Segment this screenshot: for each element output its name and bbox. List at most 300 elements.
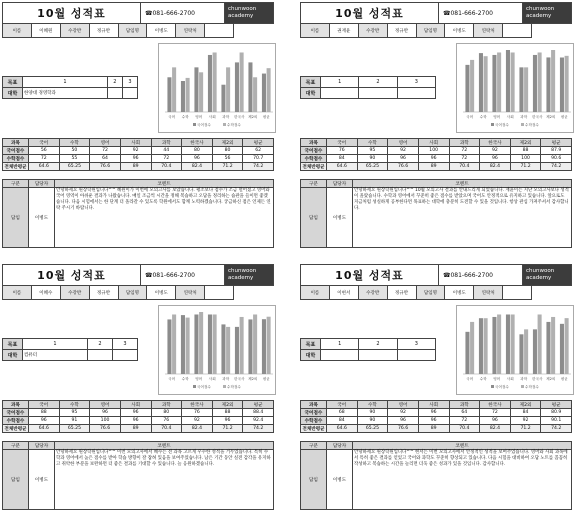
score-cell: 62 xyxy=(243,147,274,155)
univ-label: 대학 xyxy=(3,350,23,361)
brand-logo: chunwoon academy xyxy=(523,265,571,285)
chart-bar xyxy=(267,68,271,112)
chart-bar xyxy=(546,57,550,112)
goal-table xyxy=(2,76,138,99)
score-cell: 65.25 xyxy=(357,425,388,433)
x-tick-label: 평균 xyxy=(262,377,270,381)
info-cell: 수강반 xyxy=(61,286,90,299)
info-cell: 정규반 xyxy=(90,24,119,37)
score-chart xyxy=(158,305,276,395)
score-cell: 80 xyxy=(212,147,243,155)
student-info-row xyxy=(2,286,234,300)
chart-bar xyxy=(167,77,171,112)
info-cell xyxy=(503,24,531,37)
report-title: 10월 성적표 xyxy=(3,3,141,23)
chart-bar xyxy=(194,67,198,112)
score-cell: 72 xyxy=(480,409,511,417)
chart-bar xyxy=(181,315,185,374)
chart-bar xyxy=(181,81,185,112)
legend-label: 국어점수 xyxy=(197,123,211,127)
goal-choice xyxy=(359,350,397,361)
x-tick-label: 국어 xyxy=(168,115,176,119)
goal-rank: 3 xyxy=(112,339,137,350)
goal-rank: 1 xyxy=(23,339,88,350)
chart-bar xyxy=(538,314,542,374)
info-cell: 연락처 xyxy=(176,286,205,299)
goal-choice xyxy=(321,350,359,361)
chart-bar xyxy=(221,85,225,112)
legend-swatch xyxy=(223,385,226,388)
score-cell: 76.6 xyxy=(90,163,121,171)
score-cell: 56 xyxy=(212,155,243,163)
comment-teacher: 이병도 xyxy=(29,450,55,510)
chart-bar xyxy=(560,324,564,374)
chart-bar xyxy=(240,317,244,374)
score-cell: 74.2 xyxy=(541,425,572,433)
subject-header: 한국사 xyxy=(480,139,511,147)
score-row-label: 전체반평균 xyxy=(4,426,27,432)
chart-bar xyxy=(533,329,537,374)
univ-label: 대학 xyxy=(301,88,321,99)
chart-bar xyxy=(506,50,510,112)
subject-header: 평균 xyxy=(541,139,572,147)
legend-label: 수학점수 xyxy=(227,385,241,389)
info-cell: 이병도 xyxy=(147,286,176,299)
score-cell: 96 xyxy=(120,155,151,163)
score-cell: 76 xyxy=(327,147,358,155)
score-chart-svg xyxy=(159,306,277,396)
report-title: 10월 성적표 xyxy=(301,3,439,23)
goal-choice: 한양대 경영학과 xyxy=(23,88,108,99)
subject-header: 과학 xyxy=(449,139,480,147)
subject-header: 평균 xyxy=(541,401,572,409)
subject-header: 국어 xyxy=(327,401,358,409)
goal-choice xyxy=(112,350,137,361)
goal-label: 목표 xyxy=(3,77,23,88)
comment-col-type: 구분 xyxy=(301,180,327,188)
info-cell: 담임명 xyxy=(119,24,148,37)
subject-header: 과학 xyxy=(449,401,480,409)
score-cell: 82.4 xyxy=(182,163,213,171)
score-cell: 96 xyxy=(388,155,419,163)
score-table xyxy=(300,138,572,171)
chart-bar xyxy=(538,52,542,112)
score-cell: 64 xyxy=(90,155,121,163)
comment-text: 안녕하세요 원장학원입니다^^ 10월 모의고사 결과를 안내드리게 되었습니다. 재윤이는 지난 모의고사보다 성적이 올랐습니다. 수학과 영어에서 꾸준히 좋은 점수를 받았으며 국어도 안정적으로 유지하고 있습니다. 앞으로도 지금처럼 성실하게 공부한다면 목표하는 대학에 충분히 도전할 수 있을 것입니다. 항상 관심 가져주셔서 감사합니다. xyxy=(353,188,572,248)
chart-bar xyxy=(208,55,212,112)
subject-header: 제2외 xyxy=(212,139,243,147)
score-cell: 72 xyxy=(90,147,121,155)
score-cell: 90 xyxy=(357,155,388,163)
score-cell: 96 xyxy=(120,417,151,425)
score-cell: 68 xyxy=(327,409,358,417)
x-tick-label: 제2외 xyxy=(248,377,258,381)
chart-bar xyxy=(465,65,469,112)
report-card xyxy=(2,2,274,252)
chart-bar xyxy=(167,319,171,374)
score-cell: 64.6 xyxy=(327,425,358,433)
phone-number: ☎081-666-2700 xyxy=(439,265,523,285)
score-cell: 90.6 xyxy=(541,155,572,163)
comment-col-type: 구분 xyxy=(3,442,29,450)
comment-col-teacher: 담당자 xyxy=(327,180,353,188)
score-cell: 96 xyxy=(90,409,121,417)
subject-header: 제2외 xyxy=(510,401,541,409)
score-cell: 76 xyxy=(182,409,213,417)
x-tick-label: 사회 xyxy=(506,115,514,119)
goal-table xyxy=(300,76,436,99)
score-cell: 72 xyxy=(29,155,60,163)
chart-bar xyxy=(524,329,528,374)
score-cell: 82.4 xyxy=(480,163,511,171)
subject-header: 영어 xyxy=(388,139,419,147)
score-chart-svg xyxy=(457,306,574,396)
univ-label: 대학 xyxy=(3,88,23,99)
subject-header: 과목 xyxy=(301,401,327,409)
subject-header: 국어 xyxy=(327,139,358,147)
comment-text: 안녕하세요 원장학원입니다^^ 이번 모의고사에서 혜수는 전 과목 고르게 우수한 성적을 거두었습니다. 특히 수학과 영어에서 높은 점수를 받아 학습 방향이 잘 잡혀 있음을 보여주었습니다. 남은 기간 동안 실전 감각을 유지하고 취약한 부분을 보완하면 더 좋은 결과를 기대할 수 있습니다. 늘 응원하겠습니다. xyxy=(55,450,274,510)
chart-bar xyxy=(479,53,483,112)
comment-teacher: 이병도 xyxy=(29,188,55,248)
score-cell: 92 xyxy=(120,147,151,155)
chart-bar xyxy=(484,318,488,374)
chart-bar xyxy=(470,322,474,374)
subject-header: 사회 xyxy=(418,401,449,409)
score-cell: 71.2 xyxy=(510,163,541,171)
chart-bar xyxy=(267,317,271,374)
score-cell: 90 xyxy=(357,417,388,425)
comment-col-type: 구분 xyxy=(3,180,29,188)
subject-header: 영어 xyxy=(90,401,121,409)
subject-header: 국어 xyxy=(29,401,60,409)
score-row-label: 국어점수 xyxy=(301,409,327,417)
info-cell: 권재윤 xyxy=(330,24,359,37)
chart-bar xyxy=(565,318,569,374)
score-cell: 70.4 xyxy=(449,163,480,171)
student-info-row xyxy=(300,24,532,38)
score-cell: 96 xyxy=(182,155,213,163)
comment-subject: 담임 xyxy=(301,188,327,248)
score-cell: 96 xyxy=(418,417,449,425)
info-cell: 정규반 xyxy=(388,24,417,37)
score-cell: 90.1 xyxy=(541,417,572,425)
goal-label: 목표 xyxy=(3,339,23,350)
score-cell: 84 xyxy=(327,417,358,425)
brand-logo: chunwoon academy xyxy=(523,3,571,23)
x-tick-label: 국어 xyxy=(466,115,474,119)
chart-bar xyxy=(186,318,190,374)
score-cell: 65.25 xyxy=(357,163,388,171)
comment-col-text: 코멘트 xyxy=(353,180,572,188)
goal-choice: 컴퓨터 xyxy=(23,350,88,361)
x-tick-label: 한국사 xyxy=(234,115,245,119)
x-tick-label: 제2외 xyxy=(248,115,258,119)
score-cell: 96 xyxy=(212,417,243,425)
chart-bar xyxy=(551,50,555,112)
score-cell: 100 xyxy=(510,155,541,163)
score-cell: 92 xyxy=(388,147,419,155)
student-info-row xyxy=(300,286,532,300)
chart-bar xyxy=(479,318,483,374)
x-tick-label: 수학 xyxy=(479,377,487,381)
chart-bar xyxy=(492,317,496,374)
subject-header: 수학 xyxy=(59,139,90,147)
score-cell: 88 xyxy=(212,409,243,417)
legend-label: 국어점수 xyxy=(495,385,509,389)
subject-header: 영어 xyxy=(90,139,121,147)
score-row-label: 수학점수 xyxy=(3,155,29,163)
subject-header: 사회 xyxy=(120,139,151,147)
info-cell: 담임명 xyxy=(417,24,446,37)
goal-rank: 2 xyxy=(359,77,397,88)
score-cell: 70.4 xyxy=(151,425,182,433)
comment-col-text: 코멘트 xyxy=(353,442,572,450)
subject-header: 사회 xyxy=(418,139,449,147)
chart-bar xyxy=(497,52,501,112)
info-cell: 이병도 xyxy=(445,286,474,299)
goal-choice xyxy=(397,88,435,99)
score-chart xyxy=(456,305,574,395)
score-cell: 76.6 xyxy=(388,163,419,171)
subject-header: 한국사 xyxy=(182,401,213,409)
univ-label: 대학 xyxy=(301,350,321,361)
subject-header: 한국사 xyxy=(182,139,213,147)
info-cell: 이름 xyxy=(3,24,32,37)
comment-subject: 담임 xyxy=(3,188,29,248)
score-cell: 65.25 xyxy=(59,425,90,433)
comment-text: 안녕하세요 원장학원입니다^^ 혜원이가 이번에 모의고사를 보았습니다. 평소보다 점수가 조금 떨어졌고 영어와 국어 영역이 아쉬운 결과가 나왔습니다. 매일 조금씩 시간을 정해 복습하고 오답을 정리하는 습관을 들이면 좋겠습니다. 다음 시험에서는 한 단계 더 올라갈 수 있도록 학원에서도 함께 노력하겠습니다. 궁금하신 점은 언제든 연락 주시기 바랍니다. xyxy=(55,188,274,248)
score-cell: 100 xyxy=(90,417,121,425)
report-title: 10월 성적표 xyxy=(301,265,439,285)
info-cell: 이름 xyxy=(3,286,32,299)
legend-swatch xyxy=(491,123,494,126)
goal-rank: 1 xyxy=(321,339,359,350)
comment-col-teacher: 담당자 xyxy=(29,180,55,188)
goal-label: 목표 xyxy=(301,77,321,88)
goal-choice xyxy=(87,350,112,361)
score-cell: 88.4 xyxy=(243,409,274,417)
chart-bar xyxy=(240,52,244,112)
info-cell: 연락처 xyxy=(176,24,205,37)
score-cell: 96 xyxy=(418,409,449,417)
info-cell: 이혜수 xyxy=(32,286,61,299)
chart-bar xyxy=(213,52,217,112)
chart-bar xyxy=(194,314,198,374)
subject-header: 평균 xyxy=(243,139,274,147)
score-row-label: 국어점수 xyxy=(3,147,29,155)
goal-choice xyxy=(321,88,359,99)
x-tick-label: 국어 xyxy=(466,377,474,381)
subject-header: 사회 xyxy=(120,401,151,409)
subject-header: 제2외 xyxy=(510,139,541,147)
x-tick-label: 과학 xyxy=(520,115,528,119)
x-tick-label: 과학 xyxy=(222,115,230,119)
x-tick-label: 영어 xyxy=(493,377,501,381)
score-chart-svg xyxy=(159,44,277,134)
info-cell: 이혜원 xyxy=(32,24,61,37)
comment-teacher: 이병도 xyxy=(327,188,353,248)
score-cell: 95 xyxy=(59,409,90,417)
goal-rank: 2 xyxy=(107,77,122,88)
chart-bar xyxy=(519,67,523,112)
chart-bar xyxy=(213,314,217,374)
score-cell: 89 xyxy=(418,425,449,433)
x-tick-label: 수학 xyxy=(181,377,189,381)
card-header xyxy=(2,264,274,286)
subject-header: 수학 xyxy=(59,401,90,409)
legend-label: 국어점수 xyxy=(197,385,211,389)
chart-bar xyxy=(199,72,203,112)
score-row-label: 전체반평균 xyxy=(302,426,325,432)
comment-table xyxy=(300,441,572,510)
score-cell: 82.4 xyxy=(480,425,511,433)
score-cell: 71.2 xyxy=(510,425,541,433)
score-cell: 70.4 xyxy=(151,163,182,171)
x-tick-label: 한국사 xyxy=(532,115,543,119)
x-tick-label: 과학 xyxy=(520,377,528,381)
score-cell: 72 xyxy=(449,155,480,163)
score-cell: 80 xyxy=(151,409,182,417)
score-cell: 87.9 xyxy=(541,147,572,155)
goal-table xyxy=(300,338,436,361)
score-cell: 64.6 xyxy=(29,163,60,171)
legend-swatch xyxy=(491,385,494,388)
score-cell: 96 xyxy=(29,417,60,425)
chart-bar xyxy=(560,58,564,112)
comment-col-text: 코멘트 xyxy=(55,180,274,188)
score-cell: 72 xyxy=(449,147,480,155)
goal-rank: 1 xyxy=(321,77,359,88)
subject-header: 과목 xyxy=(3,139,29,147)
score-cell: 76.6 xyxy=(90,425,121,433)
comment-table xyxy=(2,179,274,248)
score-cell: 70.4 xyxy=(449,425,480,433)
goal-choice xyxy=(397,350,435,361)
score-cell: 65.25 xyxy=(59,163,90,171)
score-row-label: 전체반평균 xyxy=(4,164,27,170)
info-cell: 담임명 xyxy=(119,286,148,299)
score-cell: 89 xyxy=(418,163,449,171)
x-tick-label: 수학 xyxy=(479,115,487,119)
chart-bar xyxy=(524,67,528,112)
info-cell xyxy=(205,286,233,299)
info-cell: 연락처 xyxy=(474,286,503,299)
chart-bar xyxy=(172,314,176,374)
chart-bar xyxy=(511,52,515,112)
legend-swatch xyxy=(193,123,196,126)
subject-header: 제2외 xyxy=(212,401,243,409)
info-cell xyxy=(503,286,531,299)
score-cell: 89 xyxy=(120,163,151,171)
score-chart xyxy=(158,43,276,133)
score-cell: 84 xyxy=(510,409,541,417)
score-cell: 72 xyxy=(449,417,480,425)
score-cell: 80.9 xyxy=(541,409,572,417)
info-cell: 이병도 xyxy=(147,24,176,37)
legend-swatch xyxy=(521,123,524,126)
x-tick-label: 평균 xyxy=(262,115,270,119)
goal-choice xyxy=(122,88,137,99)
chart-bar xyxy=(465,332,469,374)
goal-rank: 1 xyxy=(23,77,108,88)
card-header xyxy=(300,2,572,24)
comment-table xyxy=(2,441,274,510)
legend-swatch xyxy=(521,385,524,388)
goal-rank: 3 xyxy=(122,77,137,88)
score-table xyxy=(2,400,274,433)
subject-header: 한국사 xyxy=(480,401,511,409)
chart-bar xyxy=(511,314,515,374)
chart-bar xyxy=(253,314,257,374)
card-header xyxy=(300,264,572,286)
info-cell: 연락처 xyxy=(474,24,503,37)
x-tick-label: 사회 xyxy=(208,115,216,119)
x-tick-label: 영어 xyxy=(195,115,203,119)
score-cell: 91 xyxy=(59,417,90,425)
score-cell: 80 xyxy=(182,147,213,155)
x-tick-label: 제2외 xyxy=(546,377,556,381)
score-cell: 88 xyxy=(510,147,541,155)
score-cell: 96 xyxy=(480,155,511,163)
phone-number: ☎081-666-2700 xyxy=(439,3,523,23)
chart-bar xyxy=(235,62,239,112)
comment-col-teacher: 담당자 xyxy=(29,442,55,450)
chart-bar xyxy=(262,74,266,112)
score-cell: 64.6 xyxy=(29,425,60,433)
x-tick-label: 사회 xyxy=(506,377,514,381)
score-cell: 95 xyxy=(357,147,388,155)
chart-bar xyxy=(248,62,252,112)
chart-bar xyxy=(506,314,510,374)
info-cell: 정규반 xyxy=(388,286,417,299)
score-cell: 76.6 xyxy=(388,425,419,433)
chart-bar xyxy=(519,334,523,374)
chart-bar xyxy=(253,77,257,112)
chart-bar xyxy=(546,322,550,374)
score-row-label: 수학점수 xyxy=(3,417,29,425)
subject-header: 평균 xyxy=(243,401,274,409)
chart-bar xyxy=(248,319,252,374)
report-title: 10월 성적표 xyxy=(3,265,141,285)
score-cell: 82.4 xyxy=(182,425,213,433)
score-cell: 84 xyxy=(327,155,358,163)
chart-bar xyxy=(226,67,230,112)
score-cell: 76 xyxy=(151,417,182,425)
x-tick-label: 수학 xyxy=(181,115,189,119)
score-chart-svg xyxy=(457,44,574,134)
chart-bar xyxy=(470,60,474,112)
legend-label: 수학점수 xyxy=(227,123,241,127)
subject-header: 과학 xyxy=(151,139,182,147)
x-tick-label: 한국사 xyxy=(532,377,543,381)
comment-subject: 담임 xyxy=(301,450,327,510)
score-cell: 96 xyxy=(418,155,449,163)
x-tick-label: 영어 xyxy=(195,377,203,381)
goal-rank: 2 xyxy=(87,339,112,350)
subject-header: 영어 xyxy=(388,401,419,409)
score-cell: 100 xyxy=(418,147,449,155)
info-cell: 수강반 xyxy=(359,24,388,37)
comment-teacher: 이병도 xyxy=(327,450,353,510)
chart-bar xyxy=(565,56,569,112)
score-cell: 64 xyxy=(449,409,480,417)
score-cell: 44 xyxy=(151,147,182,155)
legend-label: 수학점수 xyxy=(525,385,539,389)
chart-bar xyxy=(172,67,176,112)
comment-subject: 담임 xyxy=(3,450,29,510)
score-cell: 92 xyxy=(182,417,213,425)
comment-text: 안녕하세요 원장학원입니다^^ 현서는 이번 모의고사에서 안정적인 성적을 보여주었습니다. 영어와 사회 과목에서 특히 좋은 결과를 얻었고 국어와 과학도 꾸준히 향상되고 있습니다. 다음 시험을 대비하여 오답 노트를 꼼꼼히 작성하고 복습하는 시간을 늘리면 더욱 좋은 성과가 있을 것입니다. 감사합니다. xyxy=(353,450,572,510)
